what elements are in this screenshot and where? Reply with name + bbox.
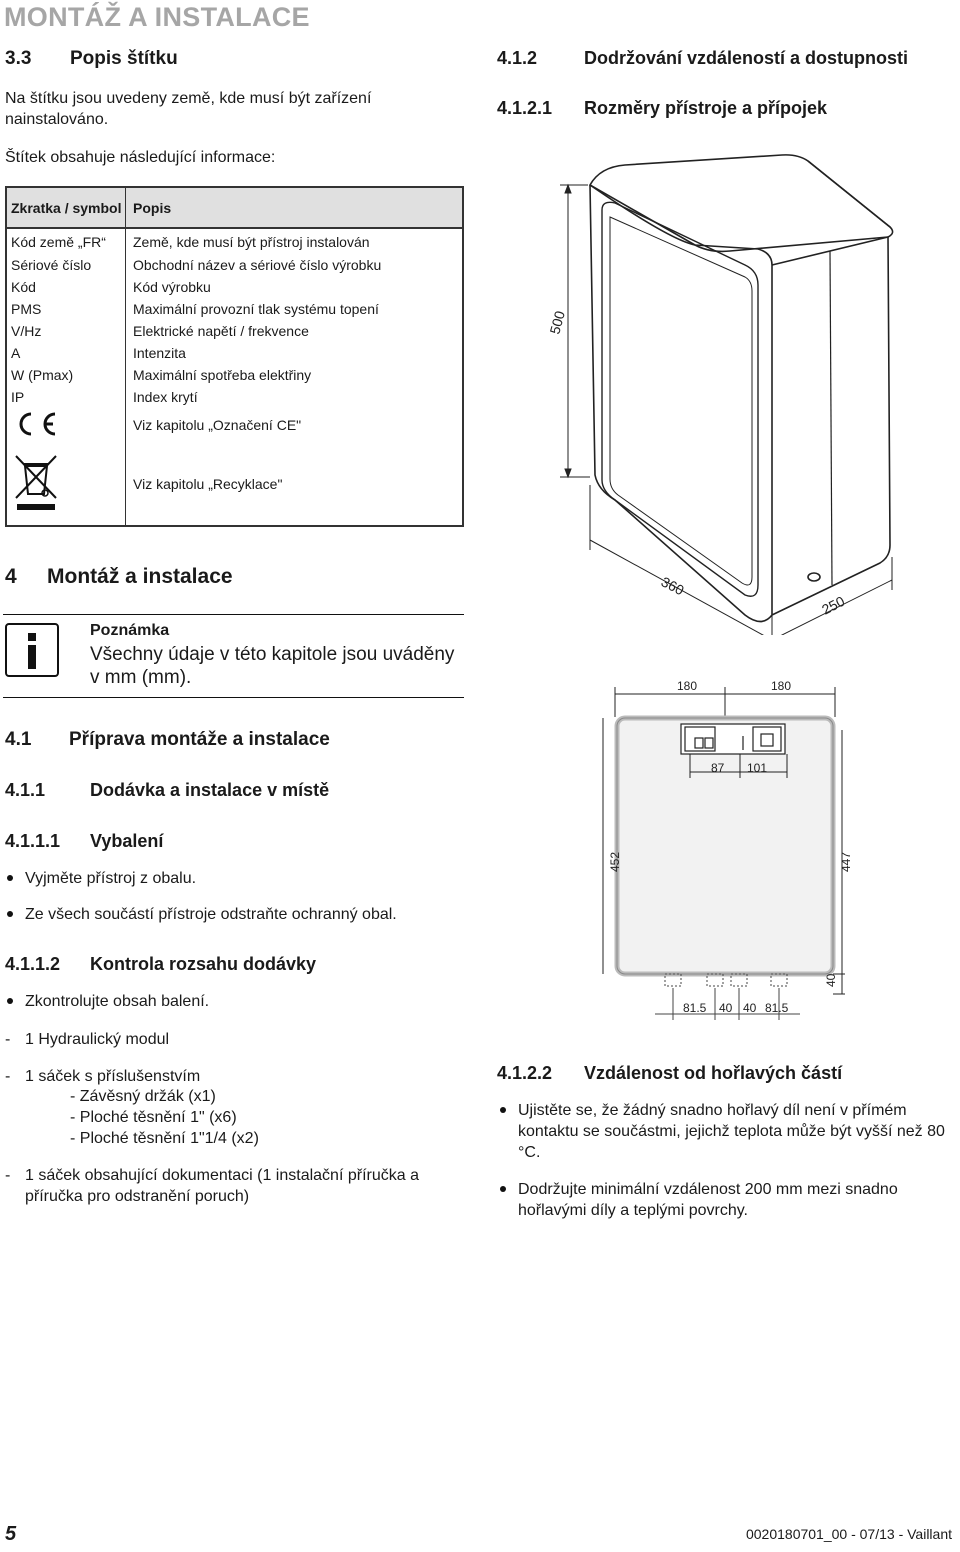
table-cell: Kód výrobku [133, 279, 211, 295]
heading-4-1-1-2 [5, 954, 317, 975]
heading-3-3 [5, 48, 178, 70]
bullet-text: Dodržujte minimální vzdálenost 200 mm mezi snadno hořlavými díly a teplými povrchy. [518, 1181, 898, 1219]
bullet-dot [500, 1107, 506, 1113]
heading-title: Dodržování vzdáleností a dostupnosti [584, 48, 909, 68]
ce-text: Viz kapitolu „Označení CE" [133, 417, 302, 433]
divider [3, 697, 464, 698]
heading-title: Příprava montáže a instalace [69, 729, 330, 750]
heading-4-1-1-1 [5, 831, 164, 852]
weee-bin-icon [11, 452, 61, 512]
heading-4 [5, 565, 233, 589]
delivery-item: 1 Hydraulický modul [25, 1031, 170, 1048]
bullet-dot [500, 1186, 506, 1192]
table-cell: Kód [6, 276, 126, 298]
dash: - [5, 1167, 11, 1184]
bullet-text: Ze všech součástí přístroje odstraňte ochranný obal. [25, 906, 397, 923]
delivery-item: 1 sáček s příslušenstvím [25, 1068, 201, 1085]
dim-bottom: 40 [824, 973, 838, 987]
heading-title: Rozměry přístroje a přípojek [584, 98, 828, 118]
heading-number: 4.1.1.2 [5, 954, 61, 974]
dim-height-label: 500 [546, 309, 568, 336]
delivery-subitem: - Závěsný držák (x1) [70, 1088, 216, 1105]
table-cell: A [6, 342, 126, 364]
dim-c2: 101 [747, 761, 768, 775]
table-cell: V/Hz [6, 320, 126, 342]
heading-title: Dodávka a instalace v místě [90, 780, 330, 800]
table-cell: Sériové číslo [6, 254, 126, 276]
heading-number: 4.1.2 [497, 48, 538, 68]
bullet-dot [7, 875, 13, 881]
bullet-text: Ujistěte se, že žádný snadno hořlavý díl není v přímém kontaktu se součástmi, jejichž teplota může být vyšší než 80 °C. [518, 1102, 945, 1161]
heading-number: 3.3 [5, 48, 32, 69]
table-header-desc: Popis [126, 187, 464, 228]
ce-cell [6, 408, 126, 442]
unit-isometric-drawing [540, 145, 955, 635]
dim-b1: 81.5 [683, 1001, 707, 1015]
delivery-subitem: - Ploché těsnění 1" (x6) [70, 1109, 237, 1126]
heading-number: 4.1.2.1 [497, 98, 553, 118]
table-header-abbr: Zkratka / symbol [6, 187, 126, 228]
divider [3, 614, 464, 615]
label-table [5, 186, 464, 527]
bullet-dot [7, 998, 13, 1004]
heading-4-1-2-2 [497, 1063, 843, 1084]
heading-number: 4 [5, 565, 17, 588]
heading-4-1 [5, 729, 330, 751]
heading-number: 4.1.1 [5, 780, 46, 800]
intro-text-2: Štítek obsahuje následující informace: [5, 149, 276, 166]
table-cell: Intenzita [133, 345, 186, 361]
heading-4-1-2 [497, 48, 909, 69]
table-cell: PMS [6, 298, 126, 320]
recycle-cell [6, 442, 126, 526]
table-cell: Obchodní název a sériové číslo výrobku [133, 257, 382, 273]
heading-title: Kontrola rozsahu dodávky [90, 954, 317, 974]
heading-4-1-1 [5, 780, 330, 801]
delivery-subitem: - Ploché těsnění 1"1/4 (x2) [70, 1130, 259, 1147]
ce-mark-icon [11, 410, 61, 438]
info-icon [5, 623, 59, 677]
intro-text: Na štítku jsou uvedeny země, kde musí být zařízení nainstalováno. [5, 90, 372, 128]
heading-number: 4.1 [5, 729, 32, 750]
dim-b4: 81.5 [765, 1001, 789, 1015]
bullet-text: Vyjměte přístroj z obalu. [25, 870, 197, 887]
doc-reference: 0020180701_00 - 07/13 - Vaillant [745, 1526, 952, 1542]
dim-w-left: 180 [677, 679, 698, 693]
table-cell: Maximální provozní tlak systému topení [133, 301, 379, 317]
dash: - [5, 1068, 11, 1085]
dim-b3: 40 [743, 1001, 757, 1015]
dim-h-right: 447 [839, 851, 853, 872]
table-cell: Index krytí [133, 389, 198, 405]
table-cell: W (Pmax) [6, 364, 126, 386]
table-cell: Maximální spotřeba elektřiny [133, 367, 312, 383]
dim-w-right: 180 [771, 679, 792, 693]
bullet-text: Zkontrolujte obsah balení. [25, 993, 210, 1010]
note-text: Všechny údaje v této kapitole jsou uváděny v mm (mm). [90, 644, 455, 688]
bullet-dot [7, 911, 13, 917]
section-header: MONTÁŽ A INSTALACE [4, 2, 310, 32]
table-cell: IP [6, 386, 126, 408]
table-cell: Elektrické napětí / frekvence [133, 323, 309, 339]
heading-title: Vzdálenost od hořlavých částí [584, 1063, 843, 1083]
dim-c1: 87 [711, 761, 725, 775]
dim-depth-label: 250 [819, 592, 848, 618]
recycle-text: Viz kapitolu „Recyklace" [133, 475, 283, 492]
table-cell: Kód země „FR“ [6, 228, 126, 254]
heading-number: 4.1.1.1 [5, 831, 61, 851]
table-cell: Země, kde musí být přístroj instalován [133, 233, 370, 250]
delivery-item: 1 sáček obsahující dokumentaci (1 instalační příručka a příručka pro odstranění poruch) [25, 1167, 419, 1205]
heading-title: Vybalení [90, 831, 164, 851]
dim-h-left: 452 [608, 851, 622, 872]
note-title: Poznámka [90, 622, 170, 639]
dim-b2: 40 [719, 1001, 733, 1015]
heading-title: Montáž a instalace [47, 565, 233, 588]
heading-title: Popis štítku [70, 48, 178, 69]
heading-4-1-2-1 [497, 98, 828, 119]
dash: - [5, 1031, 11, 1048]
page-number: 5 [5, 1523, 17, 1545]
unit-front-dimension-drawing [595, 672, 855, 1020]
heading-number: 4.1.2.2 [497, 1063, 553, 1083]
dim-width-label: 360 [658, 573, 687, 599]
